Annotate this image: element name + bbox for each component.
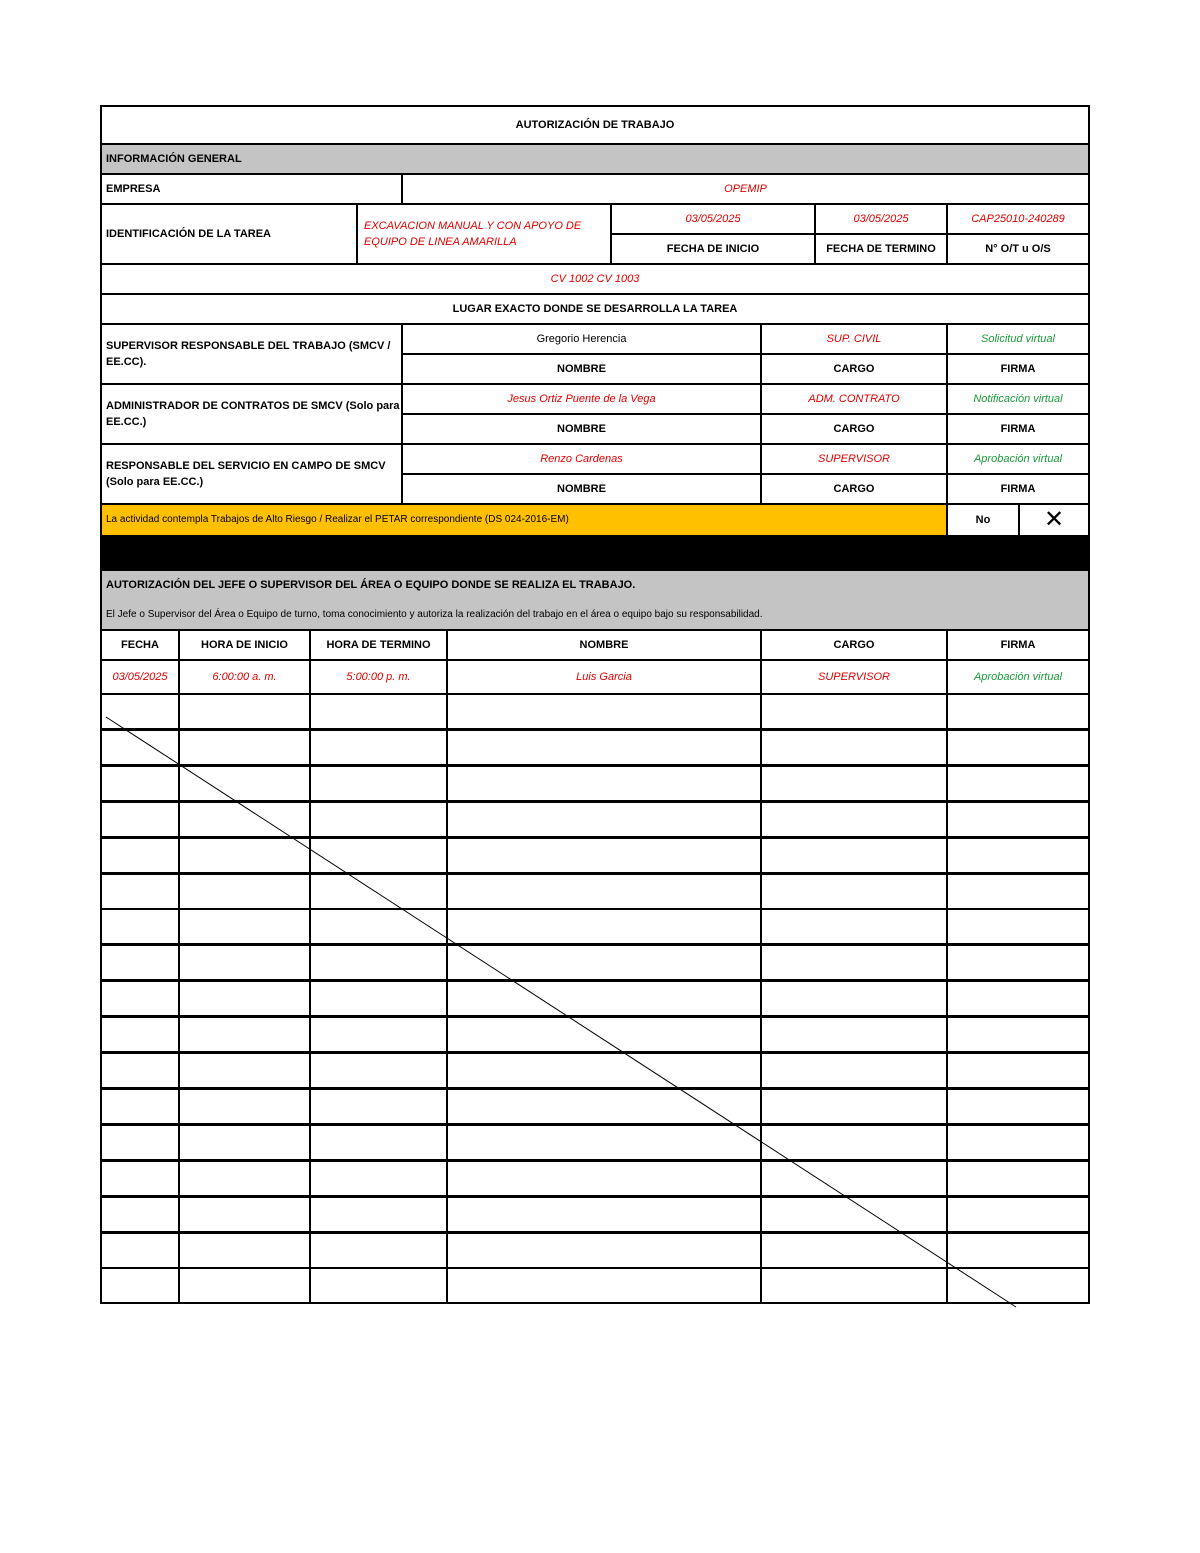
field-responsible-firma[interactable]: Aprobación virtual <box>946 443 1090 475</box>
empty-cell[interactable] <box>100 1232 180 1269</box>
empty-cell[interactable] <box>946 1088 1090 1125</box>
empty-cell[interactable] <box>309 980 448 1017</box>
empty-cell[interactable] <box>446 1016 762 1053</box>
empty-cell[interactable] <box>760 765 948 802</box>
empty-cell[interactable] <box>446 729 762 766</box>
empty-cell[interactable] <box>760 980 948 1017</box>
empty-cell[interactable] <box>946 729 1090 766</box>
admin-cargo[interactable]: ADM. CONTRATO <box>760 383 948 415</box>
empty-cell[interactable] <box>446 980 762 1017</box>
supervisor-firma[interactable]: Solicitud virtual <box>946 323 1090 355</box>
empty-cell[interactable] <box>446 1267 762 1304</box>
empty-cell[interactable] <box>946 837 1090 874</box>
auth-fecha[interactable]: 03/05/2025 <box>100 659 180 695</box>
empty-cell[interactable] <box>178 729 311 766</box>
empty-cell[interactable] <box>100 1267 180 1304</box>
empty-cell[interactable] <box>946 801 1090 838</box>
empty-cell[interactable] <box>178 980 311 1017</box>
empty-cell[interactable] <box>309 1016 448 1053</box>
form-title: AUTORIZACIÓN DE TRABAJO <box>100 105 1090 145</box>
empty-cell[interactable] <box>309 944 448 981</box>
high-risk-notice: La actividad contempla Trabajos de Alto Riesgo / Realizar el PETAR correspondiente (DS 024-2016-EM) <box>100 503 948 537</box>
empty-cell[interactable] <box>446 908 762 945</box>
empty-cell[interactable] <box>446 801 762 838</box>
empty-cell[interactable] <box>760 1267 948 1304</box>
auth-hora-inicio[interactable]: 6:00:00 a. m. <box>178 659 311 695</box>
nombre-label: NOMBRE <box>401 473 762 505</box>
empty-cell[interactable] <box>100 837 180 874</box>
empty-cell[interactable] <box>760 1124 948 1161</box>
field-responsible-name[interactable]: Renzo Cardenas <box>401 443 762 475</box>
empty-cell[interactable] <box>309 1196 448 1233</box>
empty-cell[interactable] <box>100 1124 180 1161</box>
empty-cell[interactable] <box>760 729 948 766</box>
black-separator <box>100 535 1090 571</box>
auth-firma[interactable]: Aprobación virtual <box>946 659 1090 695</box>
empty-cell[interactable] <box>100 693 180 730</box>
task-description[interactable]: EXCAVACION MANUAL Y CON APOYO DE EQUIPO DE LINEA AMARILLA <box>356 203 612 265</box>
high-risk-answer[interactable]: No <box>946 503 1020 537</box>
empty-cell[interactable] <box>760 1016 948 1053</box>
empty-cell[interactable] <box>178 1196 311 1233</box>
empty-cell[interactable] <box>760 1232 948 1269</box>
empty-cell[interactable] <box>760 1088 948 1125</box>
empty-cell[interactable] <box>100 980 180 1017</box>
empty-cell[interactable] <box>760 693 948 730</box>
empty-cell[interactable] <box>309 693 448 730</box>
auth-header-hora-inicio: HORA DE INICIO <box>178 629 311 661</box>
empty-cell[interactable] <box>946 1052 1090 1089</box>
empty-cell[interactable] <box>178 1267 311 1304</box>
empty-cell[interactable] <box>309 801 448 838</box>
end-date-value[interactable]: 03/05/2025 <box>814 203 948 235</box>
supervisor-name[interactable]: Gregorio Herencia <box>401 323 762 355</box>
empty-cell[interactable] <box>100 1052 180 1089</box>
empty-cell[interactable] <box>309 1052 448 1089</box>
cargo-label: CARGO <box>760 413 948 445</box>
empty-cell[interactable] <box>946 1232 1090 1269</box>
empty-cell[interactable] <box>760 801 948 838</box>
empty-cell[interactable] <box>178 765 311 802</box>
role-label-supervisor: SUPERVISOR RESPONSABLE DEL TRABAJO (SMCV / EE.CC). <box>100 323 403 385</box>
empty-cell[interactable] <box>760 908 948 945</box>
empty-cell[interactable] <box>760 837 948 874</box>
empty-cell[interactable] <box>100 1016 180 1053</box>
nombre-label: NOMBRE <box>401 353 762 385</box>
empty-cell[interactable] <box>100 1160 180 1197</box>
empty-cell[interactable] <box>309 1088 448 1125</box>
empty-cell[interactable] <box>178 1016 311 1053</box>
empty-cell[interactable] <box>309 837 448 874</box>
auth-header-nombre: NOMBRE <box>446 629 762 661</box>
company-value[interactable]: OPEMIP <box>401 173 1090 205</box>
empty-cell[interactable] <box>178 1088 311 1125</box>
auth-hora-termino[interactable]: 5:00:00 p. m. <box>309 659 448 695</box>
firma-label: FIRMA <box>946 473 1090 505</box>
empty-cell[interactable] <box>946 908 1090 945</box>
empty-cell[interactable] <box>446 1088 762 1125</box>
empty-cell[interactable] <box>178 908 311 945</box>
firma-label: FIRMA <box>946 413 1090 445</box>
empty-cell[interactable] <box>946 944 1090 981</box>
empty-cell[interactable] <box>446 944 762 981</box>
empty-cell[interactable] <box>446 837 762 874</box>
general-info-header: INFORMACIÓN GENERAL <box>100 143 1090 175</box>
empty-cell[interactable] <box>309 1160 448 1197</box>
role-label-admin: ADMINISTRADOR DE CONTRATOS DE SMCV (Solo para EE.CC.) <box>100 383 403 445</box>
empty-cell[interactable] <box>100 729 180 766</box>
empty-cell[interactable] <box>446 693 762 730</box>
cargo-label: CARGO <box>760 353 948 385</box>
empty-cell[interactable] <box>309 765 448 802</box>
empty-cell[interactable] <box>178 1232 311 1269</box>
empty-cell[interactable] <box>446 1196 762 1233</box>
end-date-label: FECHA DE TERMINO <box>814 233 948 265</box>
firma-label: FIRMA <box>946 353 1090 385</box>
nombre-label: NOMBRE <box>401 413 762 445</box>
empty-cell[interactable] <box>178 837 311 874</box>
company-label: EMPRESA <box>100 173 403 205</box>
auth-header-fecha: FECHA <box>100 629 180 661</box>
empty-cell[interactable] <box>946 873 1090 910</box>
empty-cell[interactable] <box>946 1160 1090 1197</box>
empty-cell[interactable] <box>446 873 762 910</box>
empty-cell[interactable] <box>100 944 180 981</box>
empty-cell[interactable] <box>309 873 448 910</box>
empty-cell[interactable] <box>100 1088 180 1125</box>
empty-cell[interactable] <box>309 1267 448 1304</box>
empty-cell[interactable] <box>946 1267 1090 1304</box>
ot-number-label: N° O/T u O/S <box>946 233 1090 265</box>
empty-cell[interactable] <box>760 1052 948 1089</box>
start-date-label: FECHA DE INICIO <box>610 233 816 265</box>
empty-cell[interactable] <box>178 873 311 910</box>
empty-cell[interactable] <box>446 1160 762 1197</box>
empty-cell[interactable] <box>446 1232 762 1269</box>
auth-header-firma: FIRMA <box>946 629 1090 661</box>
start-date-value[interactable]: 03/05/2025 <box>610 203 816 235</box>
area-authorization-title: AUTORIZACIÓN DEL JEFE O SUPERVISOR DEL ÁREA O EQUIPO DONDE SE REALIZA EL TRABAJO. <box>106 579 636 591</box>
empty-cell[interactable] <box>309 1124 448 1161</box>
location-label: LUGAR EXACTO DONDE SE DESARROLLA LA TAREA <box>100 293 1090 325</box>
empty-cell[interactable] <box>100 765 180 802</box>
empty-cell[interactable] <box>178 693 311 730</box>
work-authorization-form <box>100 105 1090 1309</box>
empty-cell[interactable] <box>946 1016 1090 1053</box>
empty-cell[interactable] <box>446 765 762 802</box>
task-id-label: IDENTIFICACIÓN DE LA TAREA <box>100 203 358 265</box>
auth-header-hora-termino: HORA DE TERMINO <box>309 629 448 661</box>
empty-cell[interactable] <box>100 1196 180 1233</box>
cargo-label: CARGO <box>760 473 948 505</box>
supervisor-cargo[interactable]: SUP. CIVIL <box>760 323 948 355</box>
empty-cell[interactable] <box>446 1052 762 1089</box>
empty-cell[interactable] <box>946 1196 1090 1233</box>
empty-cell[interactable] <box>446 1124 762 1161</box>
empty-cell[interactable] <box>760 873 948 910</box>
empty-cell[interactable] <box>760 944 948 981</box>
empty-cell[interactable] <box>309 908 448 945</box>
auth-header-cargo: CARGO <box>760 629 948 661</box>
empty-cell[interactable] <box>760 1196 948 1233</box>
auth-nombre[interactable]: Luis Garcia <box>446 659 762 695</box>
empty-cell[interactable] <box>100 873 180 910</box>
admin-name[interactable]: Jesus Ortiz Puente de la Vega <box>401 383 762 415</box>
field-responsible-cargo[interactable]: SUPERVISOR <box>760 443 948 475</box>
area-authorization-header <box>100 569 1090 631</box>
empty-cell[interactable] <box>946 693 1090 730</box>
area-authorization-description: El Jefe o Supervisor del Área o Equipo de turno, toma conocimiento y autoriza la realización del trabajo en el área o equipo bajo su responsabilidad. <box>106 609 763 620</box>
empty-cell[interactable] <box>946 1124 1090 1161</box>
empty-cell[interactable] <box>760 1160 948 1197</box>
role-label-field-responsible: RESPONSABLE DEL SERVICIO EN CAMPO DE SMCV (Solo para EE.CC.) <box>100 443 403 505</box>
empty-cell[interactable] <box>178 1160 311 1197</box>
admin-firma[interactable]: Notificación virtual <box>946 383 1090 415</box>
empty-cell[interactable] <box>100 908 180 945</box>
high-risk-checkbox[interactable]: ✕ <box>1018 503 1090 537</box>
empty-cell[interactable] <box>178 801 311 838</box>
empty-cell[interactable] <box>946 765 1090 802</box>
auth-cargo[interactable]: SUPERVISOR <box>760 659 948 695</box>
location-value[interactable]: CV 1002 CV 1003 <box>100 263 1090 295</box>
empty-cell[interactable] <box>178 1052 311 1089</box>
empty-cell[interactable] <box>178 1124 311 1161</box>
empty-cell[interactable] <box>178 944 311 981</box>
ot-number-value[interactable]: CAP25010-240289 <box>946 203 1090 235</box>
empty-cell[interactable] <box>309 1232 448 1269</box>
empty-cell[interactable] <box>309 729 448 766</box>
empty-cell[interactable] <box>100 801 180 838</box>
empty-cell[interactable] <box>946 980 1090 1017</box>
